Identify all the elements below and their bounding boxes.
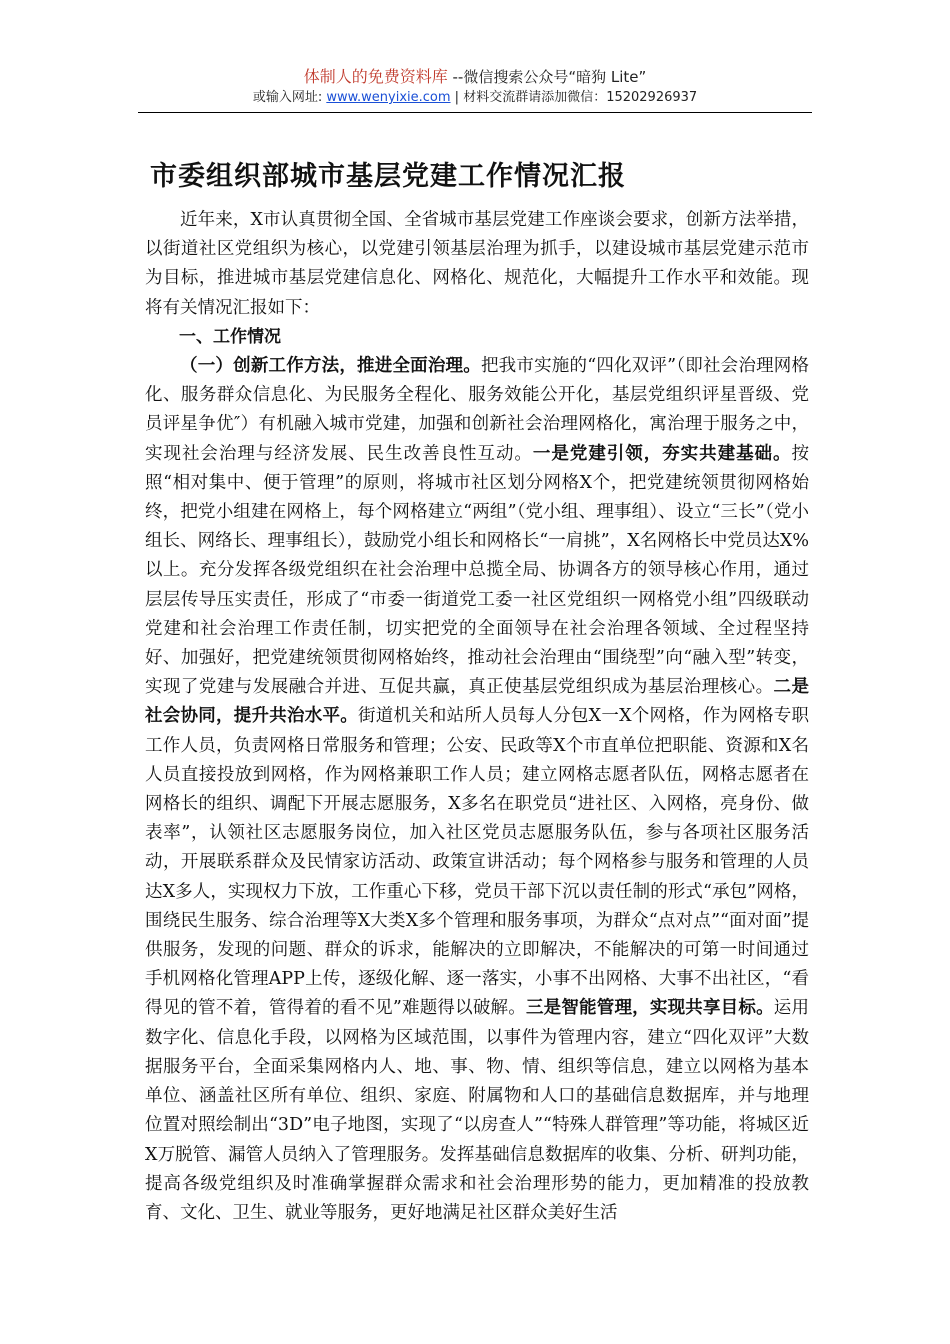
body-paragraph [145, 352, 809, 1228]
header-website-link[interactable]: www.wenyixie.com [326, 90, 451, 105]
point-heading-2: 二是社会协同，提升共治水平。 [145, 677, 810, 727]
header-brand: 体制人的免费资料库 [303, 67, 448, 86]
header-tagline: --微信搜索公众号“暗狗 Lite” [447, 68, 647, 86]
paragraph-text: 街道机关和站所人员每人分包X一X个网格，作为网格专职工作人员，负责网格日常服务和管理；公安、民政等X个市直单位把职能、资源和X名人员直接投放到网格，作为网格兼职工作人员；建立网格志愿者队伍，网格志愿者在网格长的组织、调配下开展志愿服务，X多名在职党员“进社区、入网格，亮身份、做表率”，认领社区志愿服务岗位，加入社区党员志愿服务队伍，参与各项社区服务活动，开展联系群众及民情家访活动、政策宣讲活动；每个网格参与服务和管理的人员达X多人，实现权力下放，工作重心下移，党员干部下沉以责任制的形式“承包”网格，围绕民生服务、综合治理等X大类X多个管理和服务事项，为群众“点对点”“面对面”提供服务，发现的问题、群众的诉求，能解决的立即解决，不能解决的可第一时间通过手机网格化管理APP上传，逐级化解、逐一落实，小事不出网格、大事不出社区，“看得见的管不着，管得着的看不见”难题得以破解。 [145, 706, 810, 1019]
intro-paragraph: 近年来，X市认真贯彻全国、全省城市基层党建工作座谈会要求，创新方法举措，以街道社区党组织为核心，以党建引领基层治理为抓手，以建设城市基层党建示范市为目标，推进城市基层党建信息化、网格化、规范化，大幅提升工作水平和效能。现将有关情况汇报如下： [145, 210, 809, 318]
section-heading: 一、工作情况 [179, 326, 281, 347]
point-heading-3: 三是智能管理，实现共享目标。 [525, 998, 774, 1019]
paragraph-text: 按照“相对集中、便于管理”的原则，将城市社区划分网格X个，把党建统领贯彻网格始终，把党小组建在网格上，每个网格建立“两组”（党小组、理事组）、设立“三长”（党小组长、网络长、理事组长），鼓励党小组长和网格长“一肩挑”，X名网格长中党员达X%以上。充分发挥各级党组织在社会治理中总揽全局、协调各方的领导核心作用，通过层层传导压实责任，形成了“市委一街道党工委一社区党组织一网格党小组”四级联动党建和社会治理工作责任制，切实把党的全面领导在社会治理各领域、全过程坚持好、加强好，把党建统领贯彻网格始终，推动社会治理由“围绕型”向“融入型”转变，实现了党建与发展融合并进、互促共赢，真正使基层党组织成为基层治理核心。 [145, 443, 810, 698]
header-line-2 [138, 88, 812, 108]
paragraph-text: 把我市实施的“四化双评”（即社会治理网格化、服务群众信息化、为民服务全程化、服务效能公开化，基层党组织评星晋级、党员评星争优″）有机融入城市党建，加强和创新社会治理网格化，寓治理于服务之中，实现社会治理与经济发展、民生改善良性互动。 [145, 356, 809, 464]
document-body [145, 206, 809, 1228]
header-contact: | 材料交流群请添加微信：15202926937 [450, 90, 698, 105]
page-header [138, 66, 812, 108]
point-heading-1: 一是党建引领，夯实共建基础。 [532, 443, 792, 464]
paragraph-text: 运用数字化、信息化手段，以网格为区域范围，以事件为管理内容，建立“四化双评”大数据服务平台，全面采集网格内人、地、事、物、情、组织等信息，建立以网格为基本单位、涵盖社区所有单位、组织、家庭、附属物和人口的基础信息数据库，并与地理位置对照绘制出“3D”电子地图，实现了“以房查人”“特殊人群管理”等功能，将城区近X万脱管、漏管人员纳入了管理服务。发挥基础信息数据库的收集、分析、研判功能，提高各级党组织及时准确掌握群众需求和社会治理形势的能力，更加精准的投放教育、文化、卫生、就业等服务，更好地满足社区群众美好生活 [145, 998, 810, 1223]
header-line-1 [138, 66, 812, 88]
paragraph-lead: （一）创新工作方法，推进全面治理。 [180, 356, 481, 377]
header-url-prefix: 或输入网址: [252, 90, 327, 105]
header-divider [138, 112, 812, 113]
document-title: 市委组织部城市基层党建工作情况汇报 [150, 161, 626, 192]
